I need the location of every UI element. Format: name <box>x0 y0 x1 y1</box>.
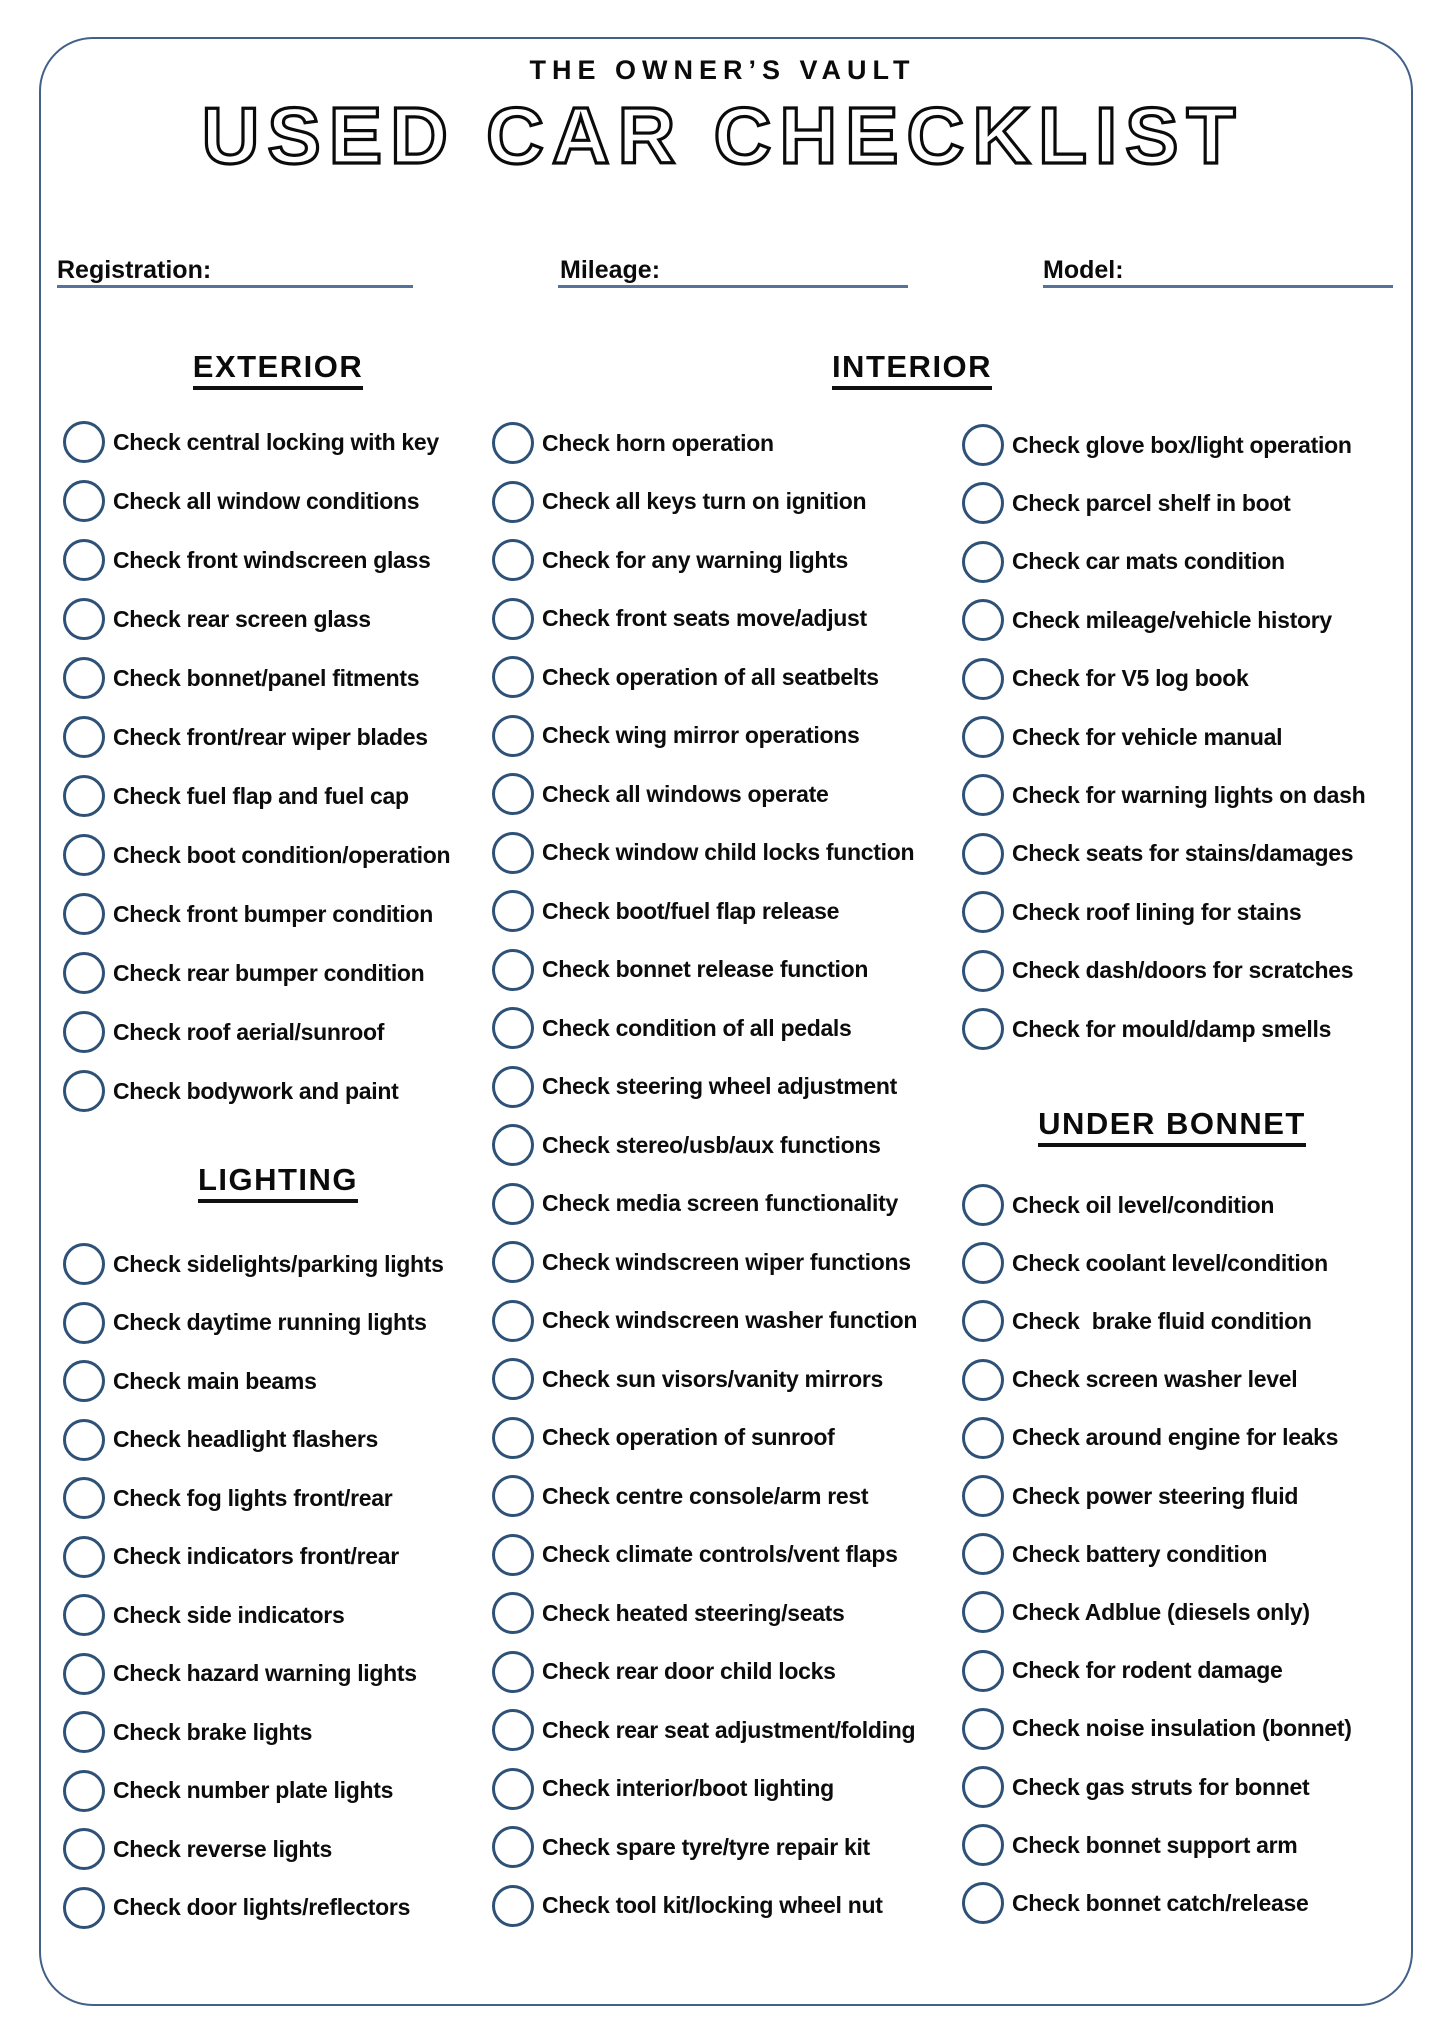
checklist-item-label: Check seats for stains/damages <box>1012 840 1354 867</box>
checklist-item-label: Check for mould/damp smells <box>1012 1015 1332 1042</box>
section-title-lighting-text: LIGHTING <box>198 1164 358 1203</box>
checklist-item-label: Check interior/boot lighting <box>542 1775 834 1801</box>
checklist-item-label: Check indicators front/rear <box>113 1543 399 1569</box>
checklist-item-label: Check parcel shelf in boot <box>1012 489 1291 516</box>
checklist-item-label: Check brake fluid condition <box>1012 1307 1312 1334</box>
checklist-item-label: Check condition of all pedals <box>542 1014 852 1041</box>
checklist-item-label: Check all keys turn on ignition <box>542 488 867 514</box>
checklist-item-label: Check tool kit/locking wheel nut <box>542 1892 883 1918</box>
checklist-item-label: Check steering wheel adjustment <box>542 1073 897 1099</box>
checkbox-circle[interactable] <box>962 1882 1004 1924</box>
checklist-row <box>962 1766 1309 1808</box>
checkbox-circle[interactable] <box>962 1359 1004 1401</box>
registration-label: Registration: <box>57 256 212 284</box>
checklist-item-label: Check all window conditions <box>113 487 420 514</box>
mileage-label: Mileage: <box>560 256 661 284</box>
checklist-item-label: Check screen washer level <box>1012 1366 1298 1393</box>
checklist-row <box>962 1650 1282 1692</box>
section-title-under-bonnet-text: UNDER BONNET <box>1038 1108 1306 1147</box>
checklist-item-label: Check glove box/light operation <box>1012 431 1352 458</box>
checkbox-circle[interactable] <box>962 1417 1004 1459</box>
checklist-item-label: Check sun visors/vanity mirrors <box>542 1365 883 1392</box>
checkbox-circle[interactable] <box>962 1766 1004 1808</box>
checklist-item-label: Check around engine for leaks <box>1012 1424 1339 1451</box>
checklist-item-label: Check fog lights front/rear <box>113 1484 393 1511</box>
checklist-item-label: Check mileage/vehicle history <box>1012 606 1332 633</box>
checkbox-circle[interactable] <box>962 1300 1004 1342</box>
checklist-item-label: Check front windscreen glass <box>113 546 431 573</box>
checklist-item-label: Check media screen functionality <box>542 1190 898 1216</box>
checkbox-circle[interactable] <box>962 1650 1004 1692</box>
checklist-item-label: Check fuel flap and fuel cap <box>113 782 409 809</box>
checklist-item-label: Check hazard warning lights <box>113 1660 417 1686</box>
checklist-item-label: Check centre console/arm rest <box>542 1482 869 1509</box>
checklist-item-label: Check roof lining for stains <box>1012 898 1302 925</box>
checklist-item-label: Check roof aerial/sunroof <box>113 1018 385 1045</box>
checklist-item-label: Check boot condition/operation <box>113 841 451 868</box>
section-title-exterior-text: EXTERIOR <box>193 351 363 390</box>
checkbox-circle[interactable] <box>962 1591 1004 1633</box>
checklist-item-label: Check side indicators <box>113 1601 345 1628</box>
checklist-item-label: Check Adblue (diesels only) <box>1012 1598 1310 1625</box>
checklist-item-label: Check front bumper condition <box>113 900 433 927</box>
checklist-row <box>962 1533 1267 1575</box>
checklist-item-label: Check rear door child locks <box>542 1658 836 1684</box>
checklist-item-label: Check daytime running lights <box>113 1309 427 1335</box>
checklist-item-label: Check for vehicle manual <box>1012 723 1283 750</box>
model-label: Model: <box>1043 256 1124 284</box>
checklist-item-label: Check bonnet/panel fitments <box>113 664 420 691</box>
checklist-item-label: Check number plate lights <box>113 1777 394 1803</box>
checklist-item-label: Check heated steering/seats <box>542 1599 845 1626</box>
checklist-row <box>962 1184 1274 1226</box>
checklist-item-label: Check oil level/condition <box>1012 1191 1275 1218</box>
checkbox-circle[interactable] <box>962 1242 1004 1284</box>
checklist-item-label: Check for rodent damage <box>1012 1657 1283 1684</box>
checklist-item-label: Check car mats condition <box>1012 548 1285 575</box>
checklist-item-label: Check all windows operate <box>542 780 829 807</box>
checklist-item-label: Check reverse lights <box>113 1835 333 1862</box>
checklist-item-label: Check brake lights <box>113 1718 313 1745</box>
checkbox-circle[interactable] <box>962 1533 1004 1575</box>
checklist-item-label: Check door lights/reflectors <box>113 1894 411 1920</box>
checklist-item-label: Check sidelights/parking lights <box>113 1250 444 1277</box>
checklist-item-label: Check rear screen glass <box>113 605 371 632</box>
checkbox-circle[interactable] <box>962 1475 1004 1517</box>
brand-title: THE OWNER’S VAULT <box>529 55 916 85</box>
checklist-item-label: Check bonnet release function <box>542 956 869 982</box>
checklist-item-label: Check rear bumper condition <box>113 959 425 986</box>
page-title: USED CAR CHECKLIST <box>201 91 1244 180</box>
checklist-item-label: Check rear seat adjustment/folding <box>542 1716 916 1743</box>
checklist-item-label: Check bonnet support arm <box>1012 1831 1298 1858</box>
checklist-row <box>962 1882 1308 1924</box>
checklist-item-label: Check coolant level/condition <box>1012 1249 1328 1276</box>
checklist-item-label: Check power steering fluid <box>1012 1482 1299 1509</box>
checkbox-circle[interactable] <box>962 1184 1004 1226</box>
checklist-item-label: Check spare tyre/tyre repair kit <box>542 1833 870 1860</box>
checklist-row <box>962 1824 1297 1866</box>
checklist-item-label: Check climate controls/vent flaps <box>542 1541 898 1567</box>
checkbox-circle[interactable] <box>962 1708 1004 1750</box>
checklist-row <box>962 1591 1310 1633</box>
checklist-item-label: Check for any warning lights <box>542 546 848 573</box>
checklist-item-label: Check dash/doors for scratches <box>1012 957 1354 984</box>
checklist-item-label: Check for V5 log book <box>1012 665 1249 692</box>
checklist-item-label: Check front seats move/adjust <box>542 605 867 631</box>
checklist-item-label: Check windscreen wiper functions <box>542 1248 911 1275</box>
section-title-interior-text: INTERIOR <box>832 351 992 390</box>
checklist-item-label: Check central locking with key <box>113 428 439 455</box>
checkbox-circle[interactable] <box>962 1824 1004 1866</box>
checklist-row <box>962 1417 1338 1459</box>
checklist-item-label: Check window child locks function <box>542 839 915 865</box>
checklist-row <box>962 1359 1297 1401</box>
checklist-item-label: Check bonnet catch/release <box>1012 1889 1309 1916</box>
checklist-item-label: Check battery condition <box>1012 1540 1268 1567</box>
checklist-item-label: Check windscreen washer function <box>542 1307 918 1333</box>
checklist-item-label: Check front/rear wiper blades <box>113 723 428 750</box>
checklist-row <box>962 1300 1312 1342</box>
checklist-item-label: Check wing mirror operations <box>542 722 860 748</box>
checklist-item-label: Check noise insulation (bonnet) <box>1012 1715 1352 1742</box>
checklist-item-label: Check horn operation <box>542 429 774 456</box>
checklist-row <box>962 1242 1328 1284</box>
checklist-item-label: Check boot/fuel flap release <box>542 897 840 924</box>
checklist-item-label: Check operation of sunroof <box>542 1424 835 1450</box>
checklist-row <box>962 1475 1298 1517</box>
checklist-item-label: Check main beams <box>113 1367 317 1394</box>
checklist-item-label: Check operation of all seatbelts <box>542 663 879 690</box>
checklist-item-label: Check stereo/usb/aux functions <box>542 1131 881 1158</box>
checklist-item-label: Check headlight flashers <box>113 1426 379 1452</box>
checklist-item-label: Check bodywork and paint <box>113 1077 399 1104</box>
checklist-item-label: Check for warning lights on dash <box>1012 781 1366 808</box>
checklist-item-label: Check gas struts for bonnet <box>1012 1773 1310 1800</box>
checklist-row <box>962 1708 1352 1750</box>
